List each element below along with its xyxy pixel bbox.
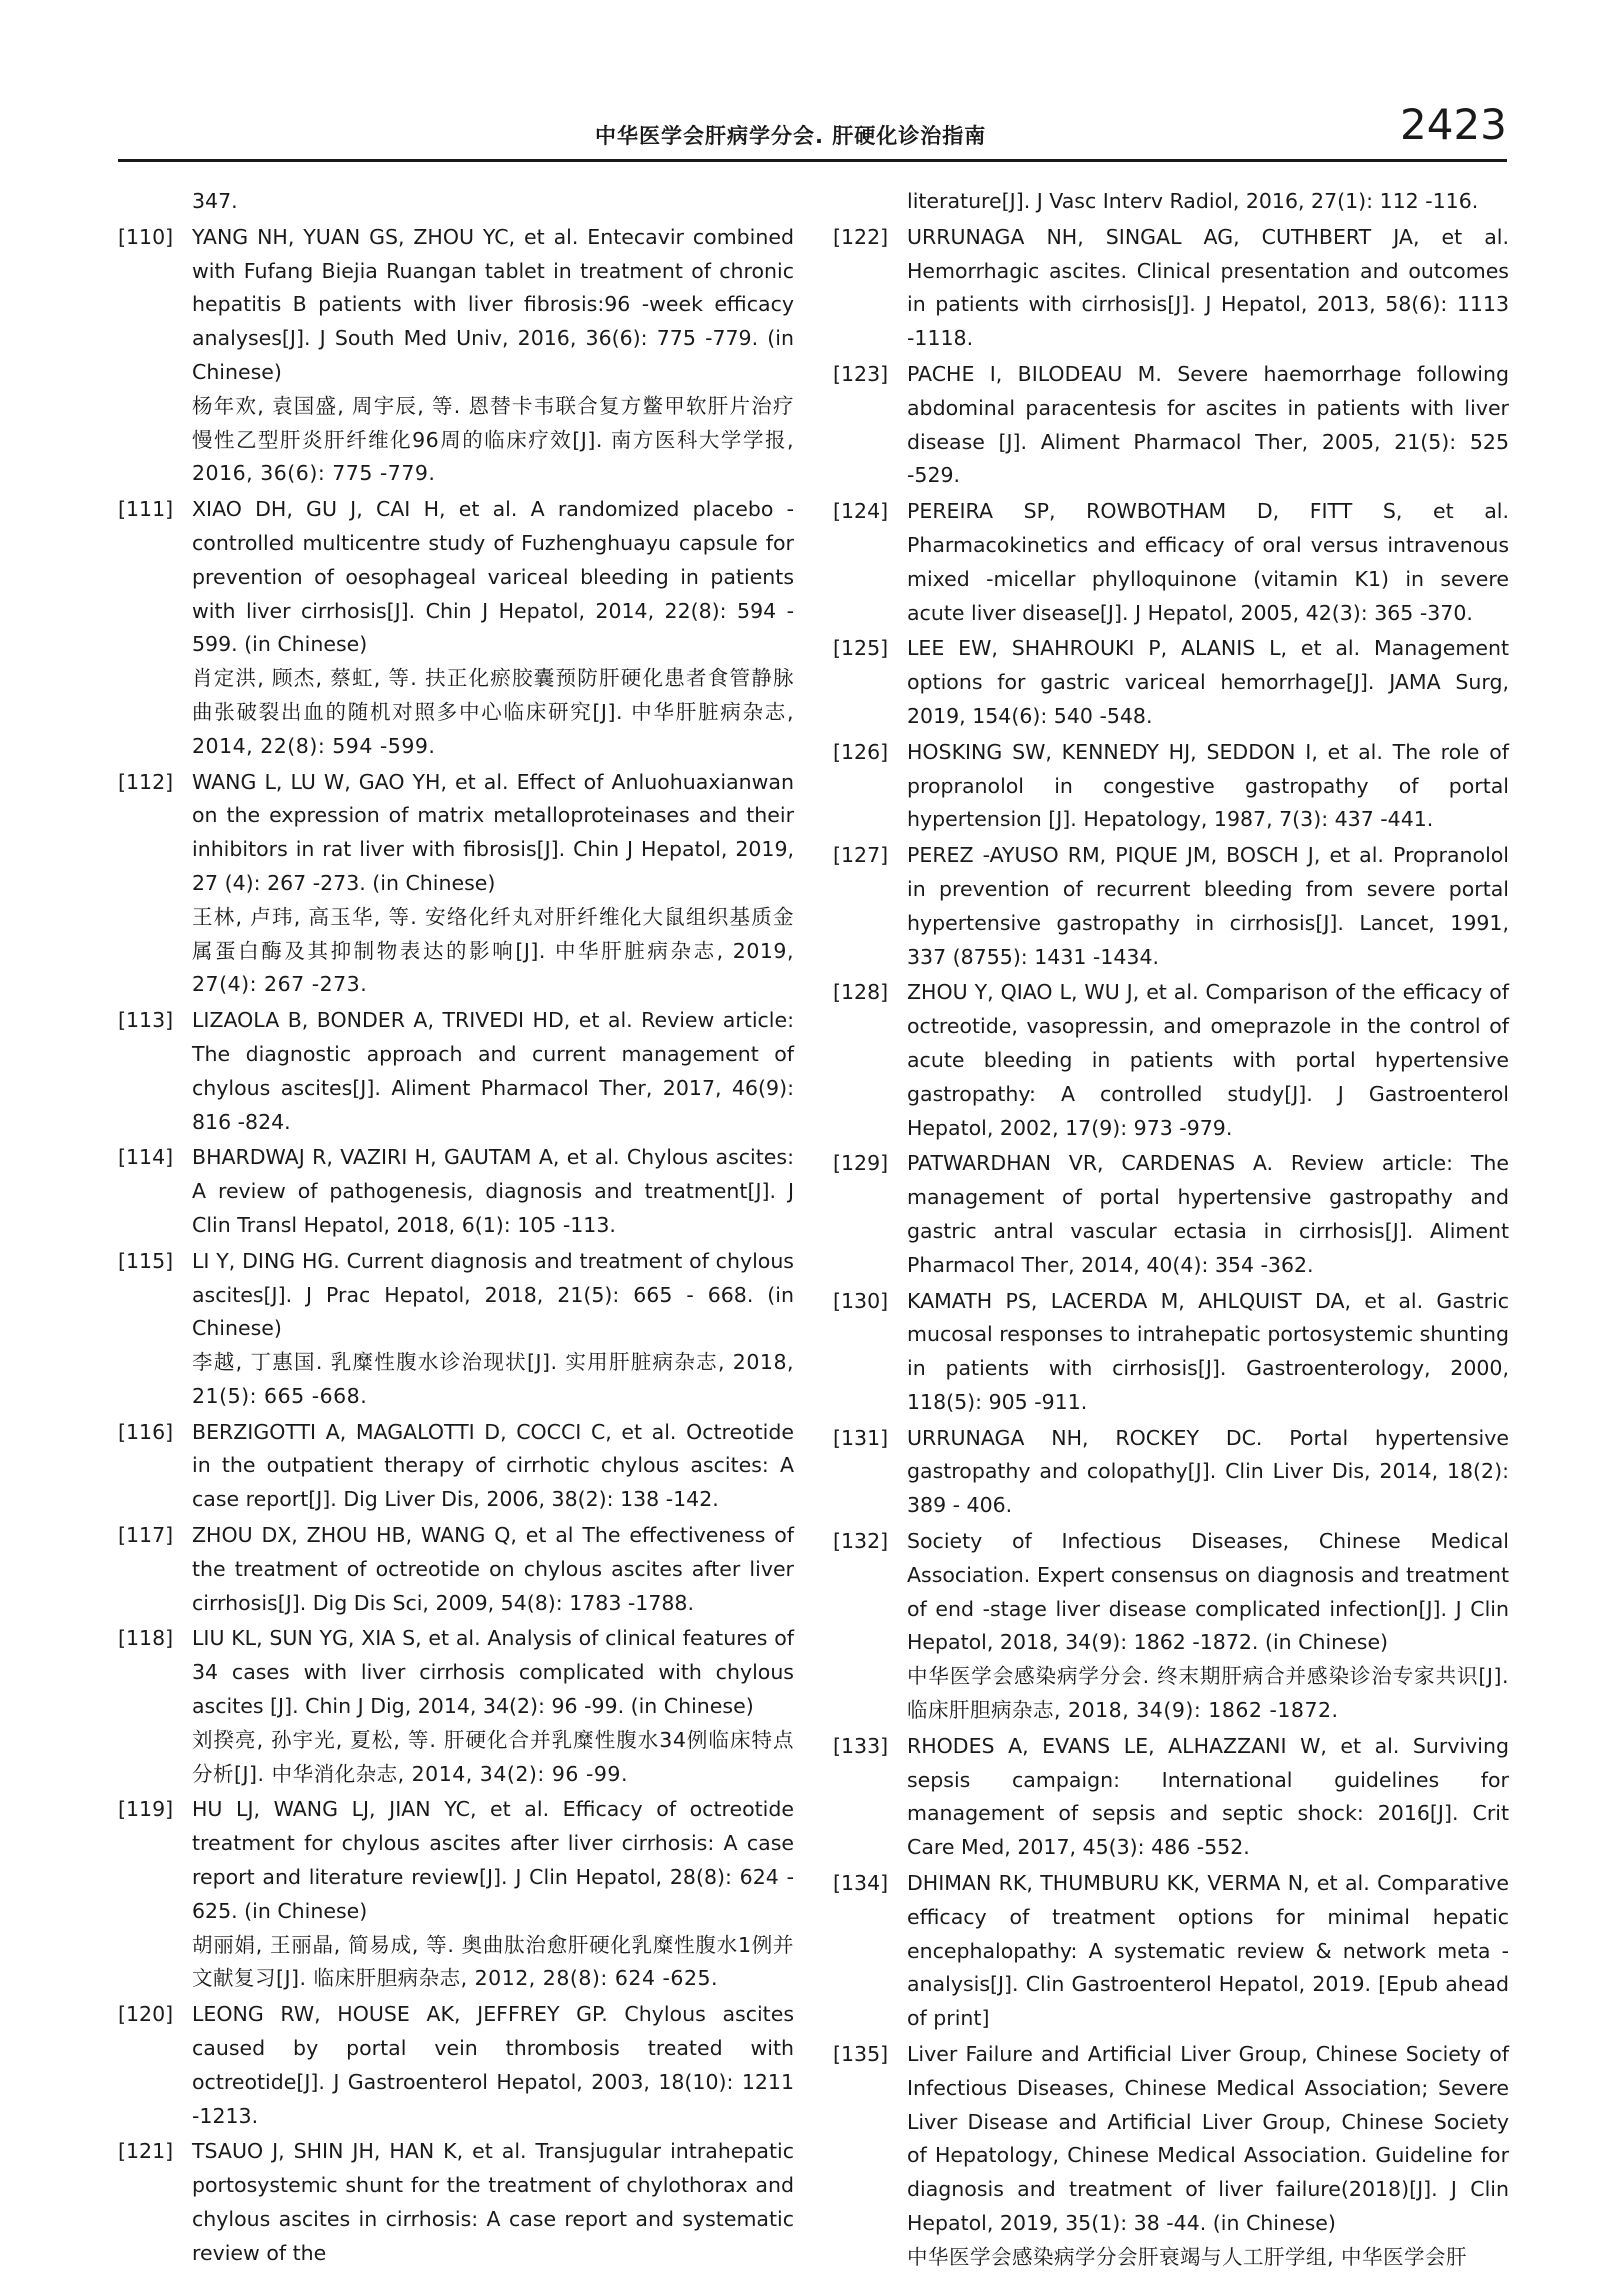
reference-entry	[118, 2135, 794, 2270]
reference-entry	[118, 766, 794, 1003]
reference-entry	[118, 1416, 794, 1517]
reference-text-en: LEE EW, SHAHROUKI P, ALANIS L, et al. Management options for gastric variceal hemorrhage[J]. JAMA Surg, 2019, 154(6): 540 -548.	[907, 636, 1509, 728]
reference-entry	[118, 1245, 794, 1414]
reference-text-zh: 刘揆亮, 孙宇光, 夏松, 等. 肝硬化合并乳糜性腹水34例临床特点分析[J]. 中华消化杂志, 2014, 34(2): 96 -99.	[192, 1727, 794, 1786]
reference-body	[907, 632, 1509, 733]
reference-body	[192, 221, 794, 491]
reference-text-en: LIZAOLA B, BONDER A, TRIVEDI HD, et al. Review article: The diagnostic approach and current management of chylous ascites[J]. Aliment Pharmacol Ther, 2017, 46(9): 816 -824.	[192, 1008, 794, 1134]
reference-entry	[833, 976, 1509, 1145]
reference-entry	[833, 736, 1509, 837]
reference-entry	[833, 2038, 1509, 2275]
reference-text-zh: 胡丽娟, 王丽晶, 简易成, 等. 奥曲肽治愈肝硬化乳糜性腹水1例并文献复习[J]. 临床肝胆病杂志, 2012, 28(8): 624 -625.	[192, 1932, 794, 1991]
reference-number: [118]	[118, 1626, 174, 1651]
reference-body	[192, 1998, 794, 2133]
reference-number: [121]	[118, 2139, 174, 2164]
reference-body	[907, 1285, 1509, 1420]
reference-body	[192, 2135, 794, 2270]
reference-entry	[118, 221, 794, 491]
reference-number: [127]	[833, 843, 889, 868]
reference-number: [124]	[833, 499, 889, 524]
reference-text-en: LIU KL, SUN YG, XIA S, et al. Analysis of clinical features of 34 cases with liver cirrhosis complicated with chylous ascites [J]. Chin J Dig, 2014, 34(2): 96 -99. (in Chinese)	[192, 1626, 794, 1719]
reference-body	[192, 1141, 794, 1242]
reference-body	[192, 1622, 794, 1791]
reference-number: [128]	[833, 980, 889, 1005]
reference-body	[192, 1793, 794, 1996]
reference-text-en: HOSKING SW, KENNEDY HJ, SEDDON I, et al. The role of propranolol in congestive gastropathy of portal hypertension [J]. Hepatology, 1987, 7(3): 437 -441.	[907, 739, 1509, 832]
reference-body	[192, 493, 794, 763]
reference-text-en: RHODES A, EVANS LE, ALHAZZANI W, et al. Surviving sepsis campaign: International guidelines for management of sepsis and septic shock: 2016[J]. Crit Care Med, 2017, 45(3): 486 -552.	[907, 1733, 1509, 1860]
reference-body	[907, 1525, 1509, 1728]
reference-body	[907, 976, 1509, 1145]
reference-entry	[833, 495, 1509, 630]
reference-body	[907, 1730, 1509, 1865]
reference-number: [126]	[833, 739, 889, 764]
reference-number: [116]	[118, 1419, 174, 1444]
reference-number: [112]	[118, 769, 174, 794]
reference-body	[907, 736, 1509, 837]
reference-number: [117]	[118, 1523, 174, 1548]
reference-text-zh: 李越, 丁惠国. 乳糜性腹水诊治现状[J]. 实用肝脏病杂志, 2018, 21(5): 665 -668.	[192, 1350, 794, 1408]
reference-entry	[833, 358, 1509, 493]
reference-text-en: TSAUO J, SHIN JH, HAN K, et al. Transjugular intrahepatic portosystemic shunt for the treatment of chylothorax and chylous ascites in cirrhosis: A case report and systematic review of the	[192, 2139, 794, 2265]
reference-body	[907, 221, 1509, 356]
reference-number: [131]	[833, 1425, 889, 1450]
reference-text-en: URRUNAGA NH, ROCKEY DC. Portal hypertensive gastropathy and colopathy[J]. Clin Liver Dis, 2014, 18(2): 389 - 406.	[907, 1425, 1509, 1518]
reference-body	[192, 1519, 794, 1620]
reference-text-en: BERZIGOTTI A, MAGALOTTI D, COCCI C, et al. Octreotide in the outpatient therapy of cirrhotic chylous ascites: A case report[J]. Dig Liver Dis, 2006, 38(2): 138 -142.	[192, 1419, 794, 1512]
reference-text-en: Society of Infectious Diseases, Chinese Medical Association. Expert consensus on diagnosis and treatment of end -stage liver disease complicated infection[J]. J Clin Hepatol, 2018, 34(9): 1862 -1872. (in Chinese)	[907, 1529, 1509, 1655]
reference-body	[907, 839, 1509, 974]
reference-text-en: LEONG RW, HOUSE AK, JEFFREY GP. Chylous ascites caused by portal vein thrombosis treated with octreotide[J]. J Gastroenterol Hepatol, 2003, 18(10): 1211 -1213.	[192, 2002, 794, 2128]
reference-text-zh: 中华医学会感染病学分会肝衰竭与人工肝学组, 中华医学会肝	[907, 2244, 1468, 2269]
reference-number: [125]	[833, 636, 889, 661]
reference-entry	[118, 1519, 794, 1620]
reference-text-en: HU LJ, WANG LJ, JIAN YC, et al. Efficacy of octreotide treatment for chylous ascites after liver cirrhosis: A case report and literature review[J]. J Clin Hepatol, 28(8): 624 - 625. (in Chinese)	[192, 1797, 794, 1923]
reference-text-en: YANG NH, YUAN GS, ZHOU YC, et al. Entecavir combined with Fufang Biejia Ruangan tablet in treatment of chronic hepatitis B patients with liver fibrosis:96 -week efficacy analyses[J]. J South Med Univ, 2016, 36(6): 775 -779. (in Chinese)	[192, 224, 794, 384]
reference-text-en: Liver Failure and Artificial Liver Group, Chinese Society of Infectious Diseases, Chinese Medical Association; Severe Liver Disease and Artificial Liver Group, Chinese Society of Hepatology, Chinese Medical Association. Guideline for diagnosis and treatment of liver failure(2018)[J]. J Clin Hepatol, 2019, 35(1): 38 -44. (in Chinese)	[907, 2042, 1509, 2236]
reference-text-en: DHIMAN RK, THUMBURU KK, VERMA N, et al. Comparative efficacy of treatment options for minimal hepatic encephalopathy: A systematic review & network meta -analysis[J]. Clin Gastroenterol Hepatol, 2019. [Epub ahead of print]	[907, 1871, 1509, 2031]
reference-entry	[833, 1285, 1509, 1420]
reference-entry	[118, 1004, 794, 1139]
reference-column-left	[118, 185, 794, 2273]
reference-text-en: WANG L, LU W, GAO YH, et al. Effect of Anluohuaxianwan on the expression of matrix metalloproteinases and their inhibitors in rat liver with fibrosis[J]. Chin J Hepatol, 2019, 27 (4): 267 -273. (in Chinese)	[192, 769, 794, 895]
reference-body	[907, 358, 1509, 493]
reference-text-en: PACHE I, BILODEAU M. Severe haemorrhage following abdominal paracentesis for ascites in patients with liver disease [J]. Aliment Pharmacol Ther, 2005, 21(5): 525 -529.	[907, 361, 1509, 488]
reference-entry	[118, 1141, 794, 1242]
reference-number: [111]	[118, 497, 174, 522]
reference-entry	[118, 1622, 794, 1791]
reference-body	[192, 1416, 794, 1517]
reference-body	[907, 1147, 1509, 1282]
reference-entry	[833, 1422, 1509, 1523]
reference-text-zh: 杨年欢, 袁国盛, 周宇辰, 等. 恩替卡韦联合复方鳖甲软肝片治疗慢性乙型肝炎肝纤维化96周的临床疗效[J]. 南方医科大学学报, 2016, 36(6): 775 -779.	[192, 393, 794, 486]
reference-number: [129]	[833, 1151, 889, 1176]
reference-entry	[833, 221, 1509, 356]
reference-body	[192, 1004, 794, 1139]
reference-entry	[833, 1867, 1509, 2036]
reference-entry	[833, 632, 1509, 733]
reference-continuation: 347.	[192, 189, 238, 213]
header-rule	[118, 159, 1507, 162]
running-title: 中华医学会肝病学分会. 肝硬化诊治指南	[595, 124, 987, 148]
reference-text-en: LI Y, DING HG. Current diagnosis and treatment of chylous ascites[J]. J Prac Hepatol, 2018, 21(5): 665 - 668. (in Chinese)	[192, 1248, 794, 1341]
reference-body	[907, 1867, 1509, 2036]
reference-number: [123]	[833, 361, 889, 386]
reference-entry	[833, 1730, 1509, 1865]
reference-number: [135]	[833, 2042, 889, 2067]
reference-text-en: URRUNAGA NH, SINGAL AG, CUTHBERT JA, et al. Hemorrhagic ascites. Clinical presentation and outcomes in patients with cirrhosis[J]. J Hepatol, 2013, 58(6): 1113 -1118.	[907, 224, 1509, 351]
reference-column-right	[833, 185, 1509, 2277]
reference-continuation: literature[J]. J Vasc Interv Radiol, 2016, 27(1): 112 -116.	[907, 189, 1479, 213]
reference-text-en: KAMATH PS, LACERDA M, AHLQUIST DA, et al. Gastric mucosal responses to intrahepatic portosystemic shunting in patients with cirrhosis[J]. Gastroenterology, 2000, 118(5): 905 -911.	[907, 1288, 1509, 1414]
reference-text-en: ZHOU DX, ZHOU HB, WANG Q, et al The effectiveness of the treatment of octreotide on chylous ascites after liver cirrhosis[J]. Dig Dis Sci, 2009, 54(8): 1783 -1788.	[192, 1523, 794, 1615]
reference-number: [110]	[118, 224, 174, 249]
reference-text-zh: 王林, 卢玮, 高玉华, 等. 安络化纤丸对肝纤维化大鼠组织基质金属蛋白酶及其抑制物表达的影响[J]. 中华肝脏病杂志, 2019, 27(4): 267 -273.	[192, 904, 794, 997]
reference-text-zh: 肖定洪, 顾杰, 蔡虹, 等. 扶正化瘀胶囊预防肝硬化患者食管静脉曲张破裂出血的随机对照多中心临床研究[J]. 中华肝脏病杂志, 2014, 22(8): 594 -599.	[192, 666, 794, 758]
reference-body	[192, 1245, 794, 1414]
reference-body	[907, 1422, 1509, 1523]
reference-entry	[118, 1793, 794, 1996]
reference-number: [122]	[833, 224, 889, 249]
reference-number: [130]	[833, 1288, 889, 1313]
reference-text-en: PEREZ -AYUSO RM, PIQUE JM, BOSCH J, et al. Propranolol in prevention of recurrent bleeding from severe portal hypertensive gastropathy in cirrhosis[J]. Lancet, 1991, 337 (8755): 1431 -1434.	[907, 843, 1509, 969]
reference-body	[192, 766, 794, 1003]
reference-number: [115]	[118, 1248, 174, 1273]
reference-entry	[118, 493, 794, 763]
reference-entry	[833, 1147, 1509, 1282]
reference-text-en: PATWARDHAN VR, CARDENAS A. Review article: The management of portal hypertensive gastropathy and gastric antral vascular ectasia in cirrhosis[J]. Aliment Pharmacol Ther, 2014, 40(4): 354 -362.	[907, 1151, 1509, 1277]
page-number: 2423	[1400, 100, 1507, 149]
reference-text-en: ZHOU Y, QIAO L, WU J, et al. Comparison of the efficacy of octreotide, vasopressin, and omeprazole in the control of acute bleeding in patients with portal hypertensive gastropathy: A controlled study[J]. J Gastroenterol Hepatol, 2002, 17(9): 973 -979.	[907, 980, 1509, 1140]
reference-number: [132]	[833, 1529, 889, 1554]
reference-text-en: PEREIRA SP, ROWBOTHAM D, FITT S, et al. Pharmacokinetics and efficacy of oral versus intravenous mixed -micellar phylloquinone (vitamin K1) in severe acute liver disease[J]. J Hepatol, 2005, 42(3): 365 -370.	[907, 499, 1509, 625]
reference-number: [133]	[833, 1733, 889, 1758]
reference-text-en: XIAO DH, GU J, CAI H, et al. A randomized placebo -controlled multicentre study of Fuzhenghuayu capsule for prevention of oesophageal variceal bleeding in patients with liver cirrhosis[J]. Chin J Hepatol, 2014, 22(8): 594 - 599. (in Chinese)	[192, 497, 794, 657]
reference-body	[907, 495, 1509, 630]
reference-text-zh: 中华医学会感染病学分会. 终末期肝病合并感染诊治专家共识[J]. 临床肝胆病杂志, 2018, 34(9): 1862 -1872.	[907, 1664, 1509, 1723]
reference-number: [119]	[118, 1797, 174, 1822]
reference-entry	[833, 1525, 1509, 1728]
reference-number: [113]	[118, 1008, 174, 1033]
reference-entry	[118, 1998, 794, 2133]
reference-number: [114]	[118, 1145, 174, 1170]
reference-number: [120]	[118, 2002, 174, 2027]
reference-number: [134]	[833, 1871, 889, 1896]
reference-entry	[833, 839, 1509, 974]
reference-text-en: BHARDWAJ R, VAZIRI H, GAUTAM A, et al. Chylous ascites: A review of pathogenesis, diagnosis and treatment[J]. J Clin Transl Hepatol, 2018, 6(1): 105 -113.	[192, 1145, 794, 1237]
reference-body	[907, 2038, 1509, 2275]
